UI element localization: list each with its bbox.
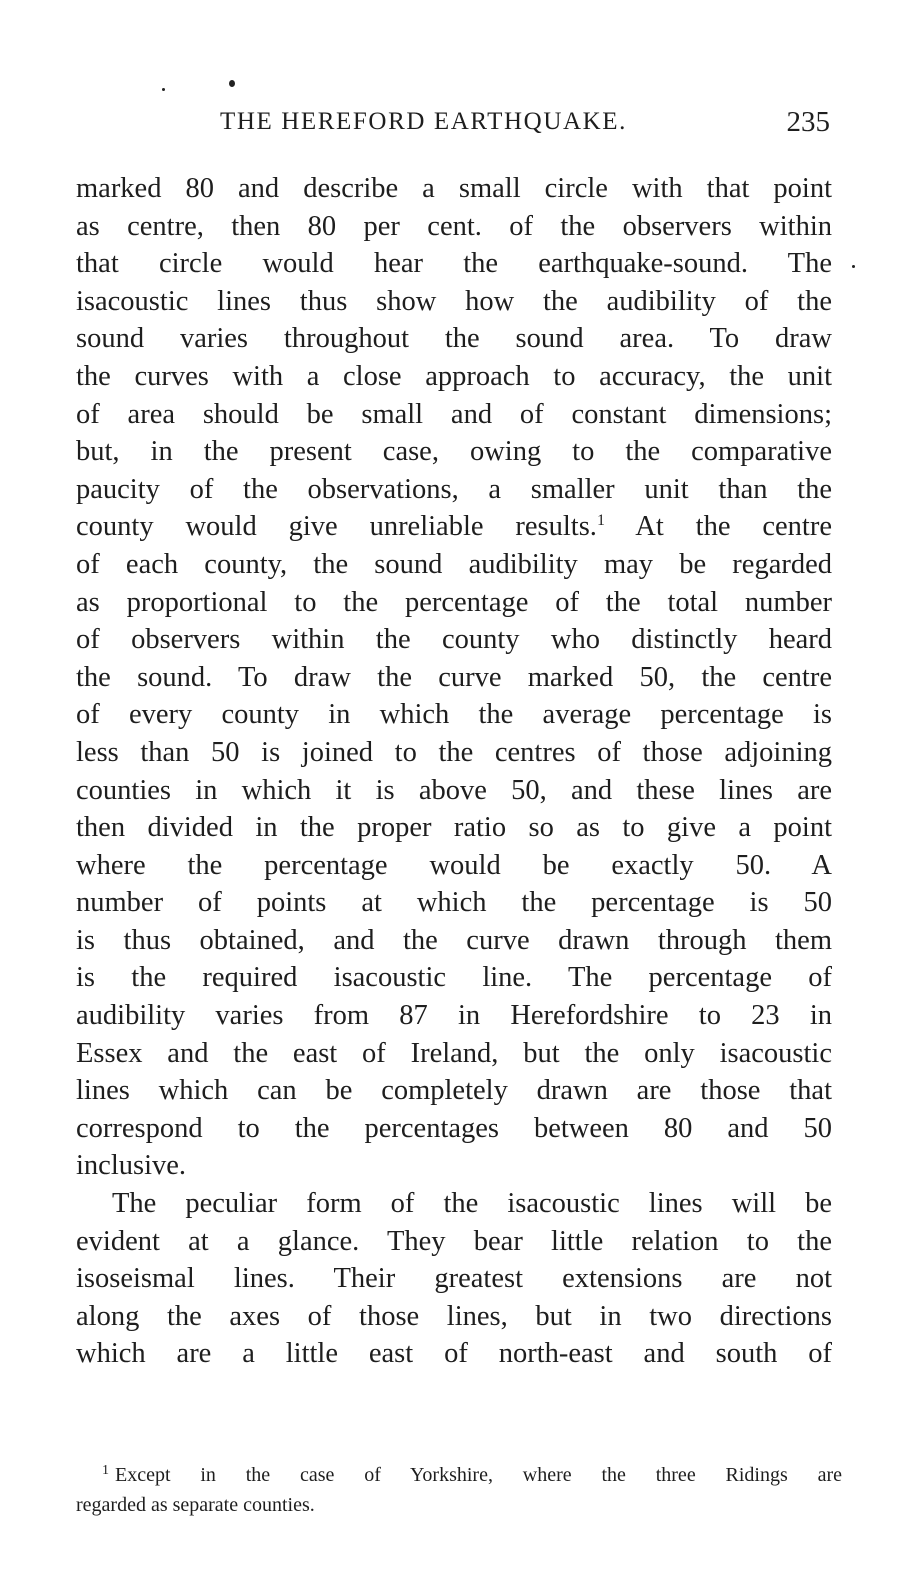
text-line: paucity of the observations, a smaller unit than the: [76, 473, 832, 505]
text-line: less than 50 is joined to the centres of those adjoining: [76, 736, 832, 768]
text-line: the curves with a close approach to accuracy, the unit: [76, 360, 832, 392]
text-line: audibility varies from 87 in Herefordshire to 23 in: [76, 1000, 832, 1032]
footnote: [76, 1460, 842, 1520]
page-header: [220, 108, 830, 148]
text-line: isacoustic lines thus show how the audibility of the: [76, 285, 832, 317]
text-line: as centre, then 80 per cent. of the observers within: [76, 210, 832, 242]
footnote-line: [76, 1460, 842, 1490]
text-line: lines which can be completely drawn are those that: [76, 1075, 832, 1107]
text-segment: At the centre: [635, 511, 832, 543]
text-line: but, in the present case, owing to the comparative: [76, 436, 832, 468]
text-line: of each county, the sound audibility may be regarded: [76, 548, 832, 580]
text-line: which are a little east of north-east and south of: [76, 1338, 832, 1370]
text-line: where the percentage would be exactly 50. A: [76, 849, 832, 881]
text-line-with-footnote: [76, 508, 832, 546]
text-line: then divided in the proper ratio so as to give a point: [76, 812, 832, 844]
paragraph-end-line: inclusive.: [76, 1150, 187, 1182]
running-head: THE HEREFORD EARTHQUAKE.: [220, 108, 628, 135]
text-line: is the required isacoustic line. The percentage of: [76, 962, 832, 994]
text-line: of area should be small and of constant dimensions;: [76, 398, 832, 430]
text-line: isoseismal lines. Their greatest extensions are not: [76, 1263, 832, 1295]
text-line: as proportional to the percentage of the total number: [76, 586, 832, 618]
footnote-number: 1: [102, 1463, 109, 1478]
body-text: [76, 170, 832, 1373]
print-speck: [229, 80, 235, 87]
footnote-line: regarded as separate counties.: [76, 1494, 315, 1516]
print-speck: [852, 265, 855, 268]
text-line: sound varies throughout the sound area. To draw: [76, 323, 832, 355]
text-line: the sound. To draw the curve marked 50, the centre: [76, 661, 832, 693]
text-line: correspond to the percentages between 80 and 50: [76, 1112, 832, 1144]
paragraph-start-line: The peculiar form of the isacoustic lines will be: [112, 1188, 832, 1220]
text-line: marked 80 and describe a small circle with that point: [76, 173, 832, 204]
page-number: 235: [786, 106, 830, 138]
text-line: counties in which it is above 50, and these lines are: [76, 774, 832, 806]
text-segment: county would give unreliable results.: [76, 511, 597, 543]
text-line: of every county in which the average percentage is: [76, 699, 832, 731]
text-line: of observers within the county who distinctly heard: [76, 624, 832, 656]
print-speck: [162, 88, 165, 91]
text-line: along the axes of those lines, but in two directions: [76, 1300, 832, 1332]
text-line: number of points at which the percentage is 50: [76, 887, 832, 919]
text-line: Essex and the east of Ireland, but the only isacoustic: [76, 1037, 832, 1069]
text-line: that circle would hear the earthquake-sound. The: [76, 248, 832, 280]
footnote-text: Except in the case of Yorkshire, where the three Ridings are: [115, 1464, 842, 1486]
footnote-reference: 1: [596, 512, 605, 530]
text-line: evident at a glance. They bear little relation to the: [76, 1225, 832, 1257]
text-line: is thus obtained, and the curve drawn through them: [76, 924, 832, 956]
